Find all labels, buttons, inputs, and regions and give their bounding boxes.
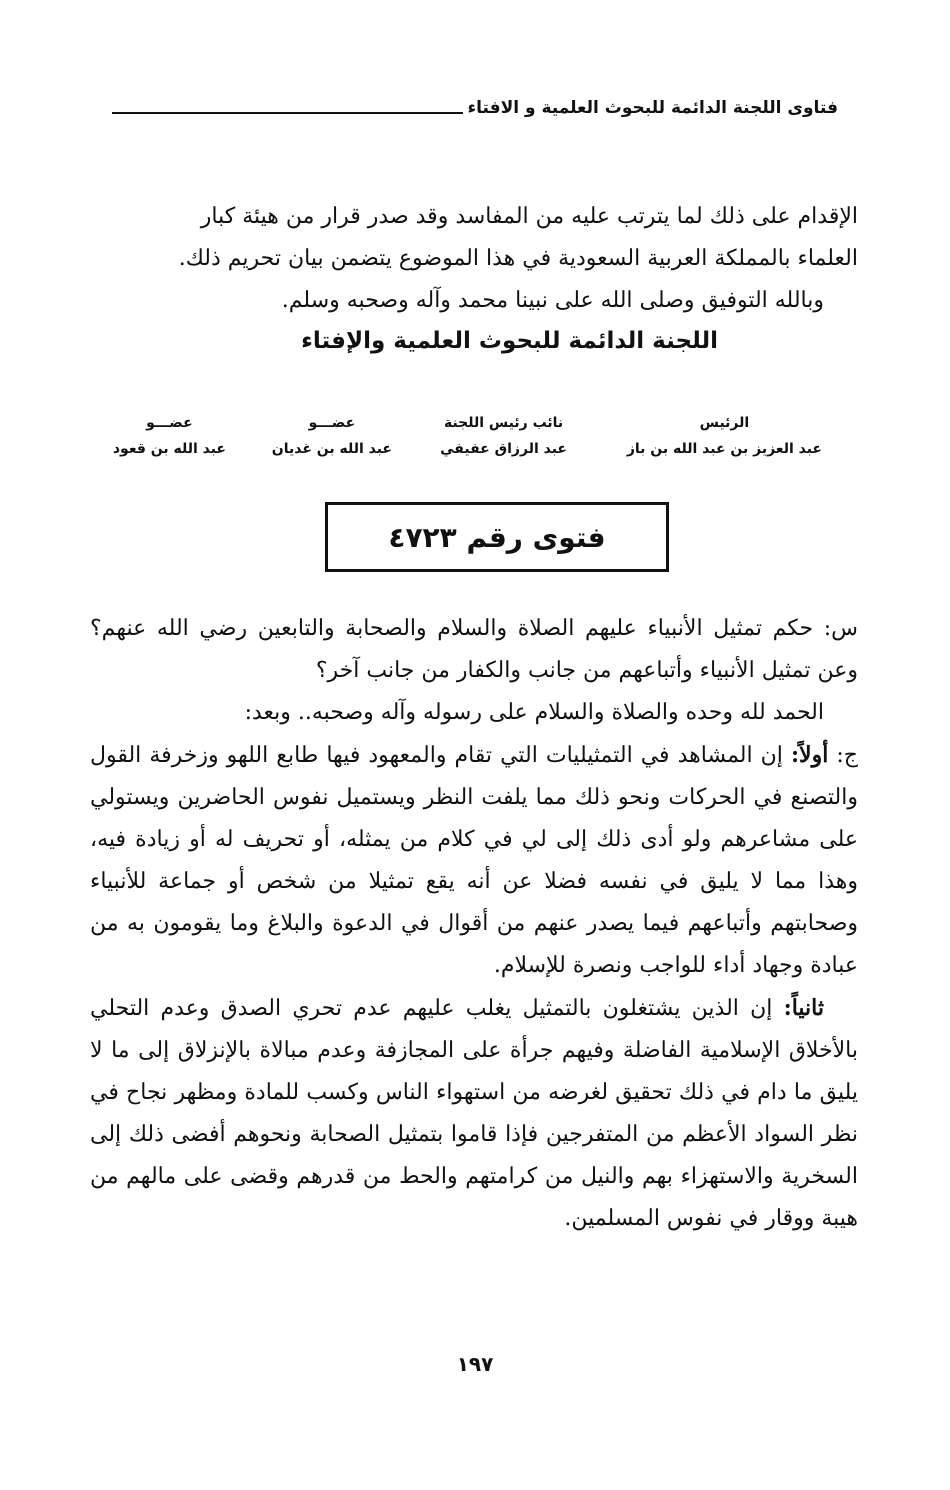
member-role: عضـــو: [308, 415, 356, 431]
answer-second-paragraph: [90, 987, 858, 1240]
praise-line: الحمد لله وحده والصلاة والسلام على رسوله وآله وصحبه.. وبعد:: [244, 700, 824, 725]
header-rule: [112, 112, 463, 114]
second-point-text: إن الذين يشتغلون بالتمثيل يغلب عليهم عدم تحري الصدق وعدم التحلي بالأخلاق الإسلامية الفاضلة وفيهم جرأة على المجازفة وعدم مبالاة بالإنزلاق إلى ما لا يليق ما دام في ذلك تحقيق لغرضه من استهواء الناس وكسب للمادة ومظهر نجاح في نظر السواد الأعظم من المتفرجين فإذا قاموا بتمثيل الصحابة ونحوهم أفضى ذلك إلى السخرية والاستهزاء بهم والنيل من كرامتهم والحط من قدرهم وقضى على مالهم من هيبة ووقار في نفوس المسلمين.: [90, 996, 858, 1231]
question-paragraph: [90, 608, 858, 692]
member-chairman: [627, 410, 822, 462]
committee-members: [112, 410, 822, 470]
answer-label: ج:: [836, 743, 858, 768]
member-name: عبد العزيز بن عبد الله بن باز: [626, 441, 822, 457]
member-role: عضـــو: [146, 415, 193, 431]
fatwa-title: فتوى رقم ٤٧٢٣: [388, 520, 606, 554]
first-point-label: أولاً:: [790, 742, 829, 768]
member-vice-chairman: [440, 410, 567, 462]
page-number: ١٩٧: [456, 1352, 494, 1376]
member-role: نائب رئيس اللجنة: [443, 415, 564, 431]
member-qaud: [113, 410, 226, 462]
member-ghudayan: [272, 410, 392, 462]
prev-line-2: العلماء بالمملكة العربية السعودية في هذا الموضوع يتضمن بيان تحريم ذلك.: [178, 246, 858, 271]
answer-first-paragraph: [90, 734, 858, 987]
fatwa-number-box: [325, 502, 669, 572]
closing-prayer: وبالله التوفيق وصلى الله على نبينا محمد وآله وصحبه وسلم.: [281, 288, 824, 313]
member-name: عبد الرزاق عفيفي: [440, 441, 567, 457]
second-point-label: ثانياً:: [783, 995, 825, 1021]
fatwa-body: [90, 608, 858, 1240]
committee-signature-title: اللجنة الدائمة للبحوث العلمية والإفتاء: [301, 328, 718, 354]
running-header: [112, 88, 838, 118]
question-label: س:: [823, 616, 859, 641]
running-title: فتاوى اللجنة الدائمة للبحوث العلمية و الافتاء: [467, 98, 838, 118]
member-name: عبد الله بن غديان: [271, 441, 392, 457]
prev-line-1: الإقدام على ذلك لما يترتب عليه من المفاسد وقد صدر قرار من هيئة كبار: [200, 204, 858, 229]
member-role: الرئيس: [699, 415, 750, 431]
member-name: عبد الله بن قعود: [112, 441, 226, 457]
question-text: حكم تمثيل الأنبياء عليهم الصلاة والسلام والصحابة والتابعين رضي الله عنهم؟ وعن تمثيل الأنبياء وأتباعهم من جانب والكفار من جانب آخر؟: [90, 616, 858, 683]
previous-fatwa-ending: [90, 196, 858, 322]
first-point-text: إن المشاهد في التمثيليات التي تقام والمعهود فيها طابع اللهو وزخرفة القول والتصنع في الحركات ونحو ذلك مما يلفت النظر ويستميل نفوس الحاضرين ويستولي على مشاعرهم ولو أدى ذلك إلى لي في كلام من يمثله، أو تحريف له أو زيادة فيه، وهذا مما لا يليق في نفسه فضلا عن أنه يقع تمثيلا من شخص أو جماعة للأنبياء وصحابتهم وأتباعهم فيما يصدر عنهم من أقوال في الدعوة والبلاغ وما يقومون به من عبادة وجهاد أداء للواجب ونصرة للإسلام.: [90, 743, 858, 978]
